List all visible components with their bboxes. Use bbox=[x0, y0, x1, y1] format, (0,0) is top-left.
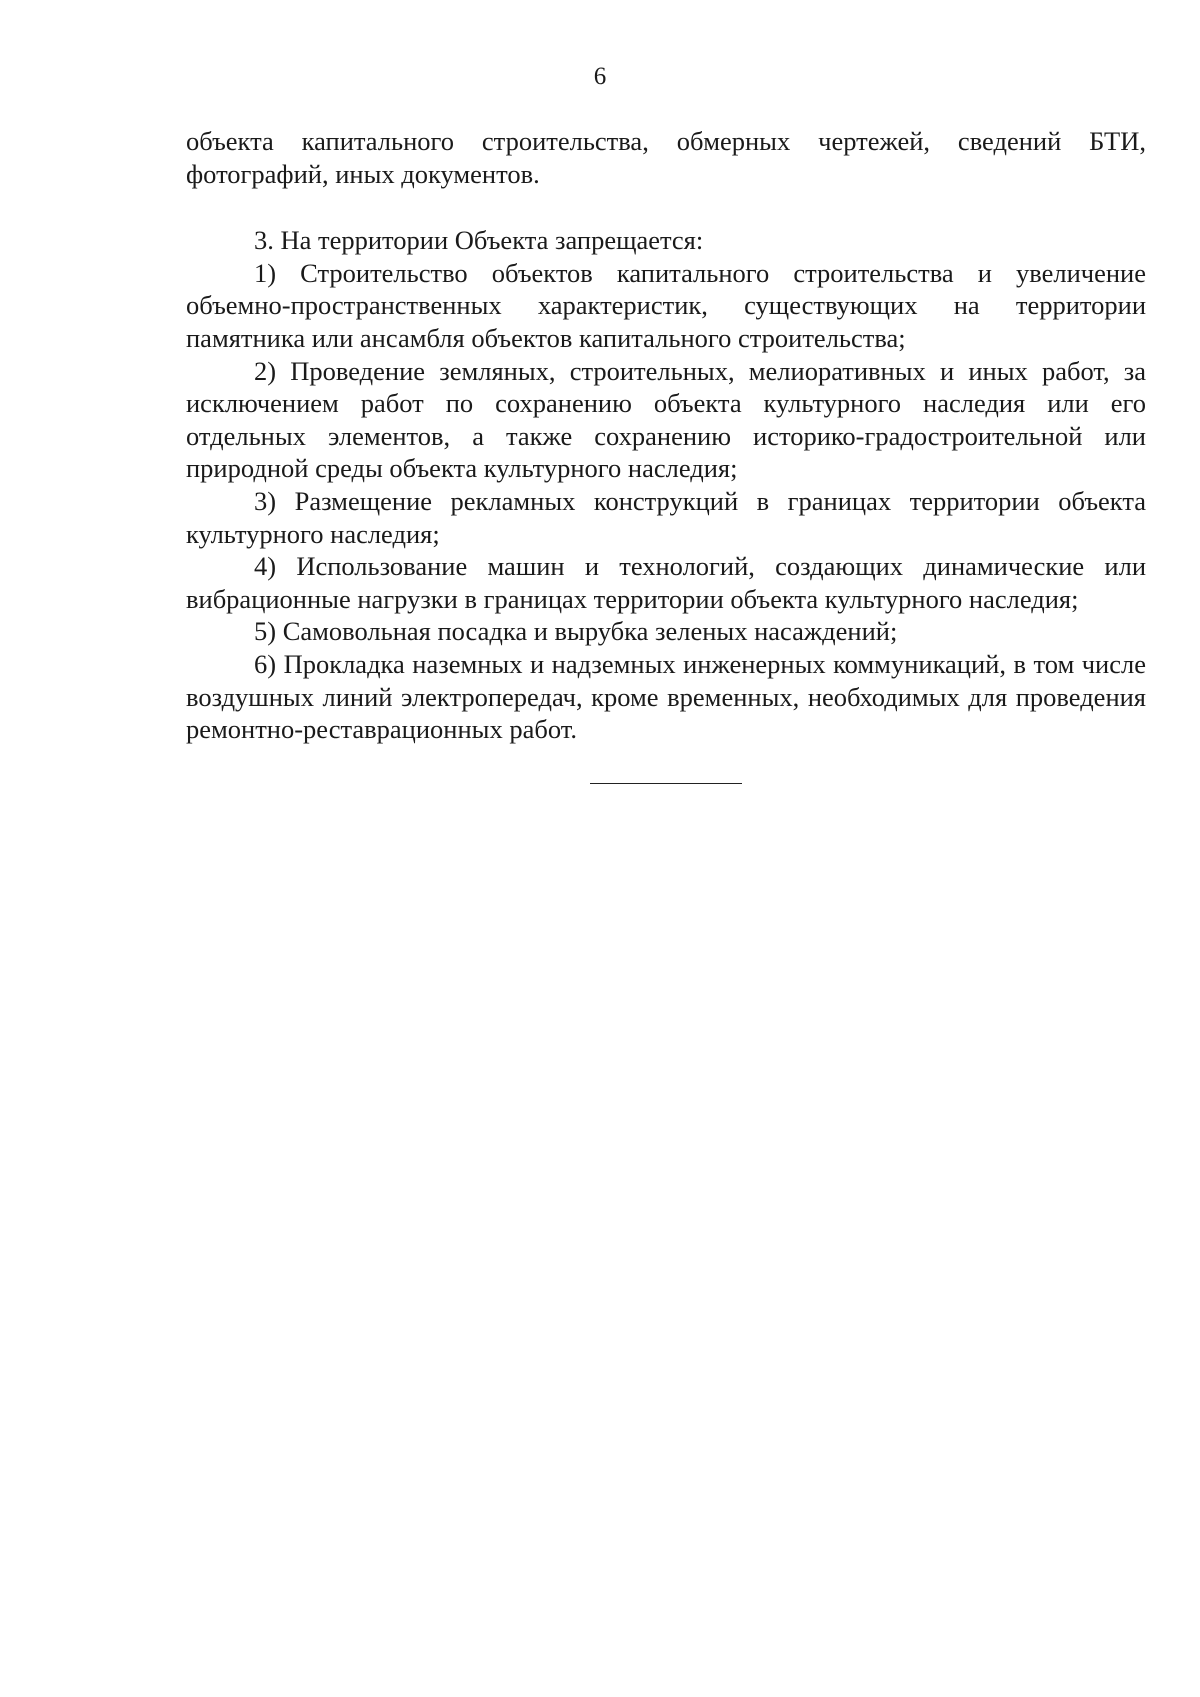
paragraph-gap bbox=[186, 190, 1146, 224]
list-item-5: 5) Самовольная посадка и вырубка зеленых насаждений; bbox=[254, 616, 898, 647]
end-of-text-rule bbox=[590, 783, 742, 784]
page-number: 6 bbox=[593, 63, 607, 90]
list-item-3: 3) Размещение рекламных конструкций в границах территории объекта культурного наследия; bbox=[186, 485, 1146, 549]
list-item-6: 6) Прокладка наземных и надземных инженерных коммуникаций, в том числе воздушных линий электропередач, кроме временных, необходимых для проведения ремонтно-реставрационных работ. bbox=[186, 648, 1146, 745]
section-heading: 3. На территории Объекта запрещается: bbox=[254, 225, 704, 256]
document-body bbox=[186, 125, 1146, 746]
list-item-2: 2) Проведение земляных, строительных, мелиоративных и иных работ, за исключением работ по сохранению объекта культурного наследия или его отдельных элементов, а также сохранению историко-градостроительной или природной среды объекта культурного наследия; bbox=[186, 355, 1146, 484]
list-item-4: 4) Использование машин и технологий, создающих динамические или вибрационные нагрузки в границах территории объекта культурного наследия; bbox=[186, 551, 1146, 614]
list-item-1: 1) Строительство объектов капитального строительства и увеличение объемно-пространственных характеристик, существующих на территории памятника или ансамбля объектов капитального строительства; bbox=[186, 257, 1146, 353]
continuation-paragraph: объекта капитального строительства, обмерных чертежей, сведений БТИ, фотографий, иных документов. bbox=[186, 126, 1146, 189]
